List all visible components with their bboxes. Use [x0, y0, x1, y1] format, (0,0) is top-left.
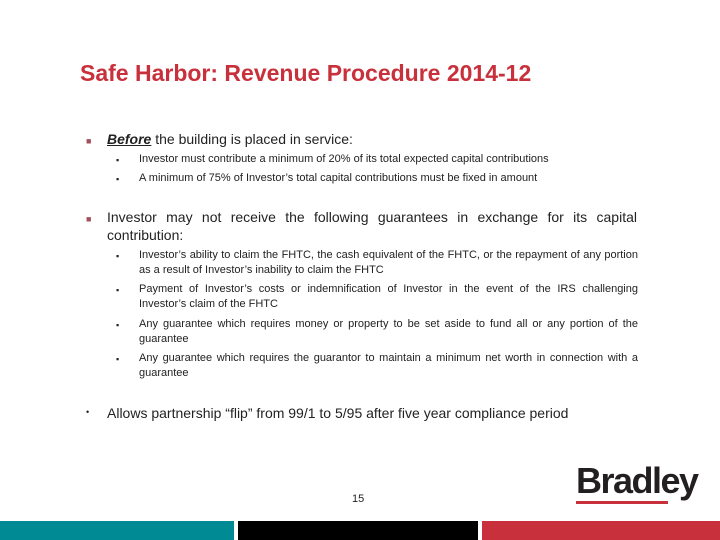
sub-bullet: Investor’s ability to claim the FHTC, the cash equivalent of the FHTC, or the repayment of any portion as a result of Investor’s inability to claim the FHTC [139, 249, 638, 276]
bullet-2: Investor may not receive the following guarantees in exchange for its capital contribution: [107, 209, 637, 243]
sub-bullet-icon: ▪ [116, 251, 120, 261]
sub-bullet-icon: ▪ [116, 354, 120, 364]
sub-bullet-icon: ▪ [116, 155, 120, 165]
bullet-icon: • [86, 407, 90, 417]
bullet-icon: ■ [86, 136, 92, 146]
sub-bullet-icon: ▪ [116, 320, 120, 330]
sub-bullet: Any guarantee which requires the guarantor to maintain a minimum net worth in connection with a guarantee [139, 352, 638, 379]
footer-bar-red [482, 521, 720, 540]
sub-bullet: Any guarantee which requires money or property to be set aside to fund all or any portion of the guarantee [139, 318, 638, 345]
bullet-icon: ■ [86, 214, 92, 224]
sub-bullet: A minimum of 75% of Investor’s total capital contributions must be fixed in amount [139, 172, 538, 184]
page-number: 15 [352, 493, 365, 505]
sub-bullet: Payment of Investor’s costs or indemnification of Investor in the event of the IRS challenging Investor’s claim of the FHTC [139, 283, 638, 310]
bradley-logo: Bradley [576, 460, 698, 501]
slide-title: Safe Harbor: Revenue Procedure 2014-12 [80, 60, 532, 86]
sub-bullet: Investor must contribute a minimum of 20% of its total expected capital contributions [139, 153, 549, 165]
footer-bar-teal [0, 521, 234, 540]
bullet-1 [107, 130, 637, 148]
logo-underline [576, 501, 668, 504]
sub-bullet-icon: ▪ [116, 285, 120, 295]
bullet-1-text: the building is placed in service: [151, 131, 353, 147]
bullet-1-emphasis: Before [107, 131, 152, 147]
sub-bullet-icon: ▪ [116, 174, 120, 184]
footer-bar-black [238, 521, 478, 540]
bullet-3: Allows partnership “flip” from 99/1 to 5/95 after five year compliance period [107, 405, 569, 421]
